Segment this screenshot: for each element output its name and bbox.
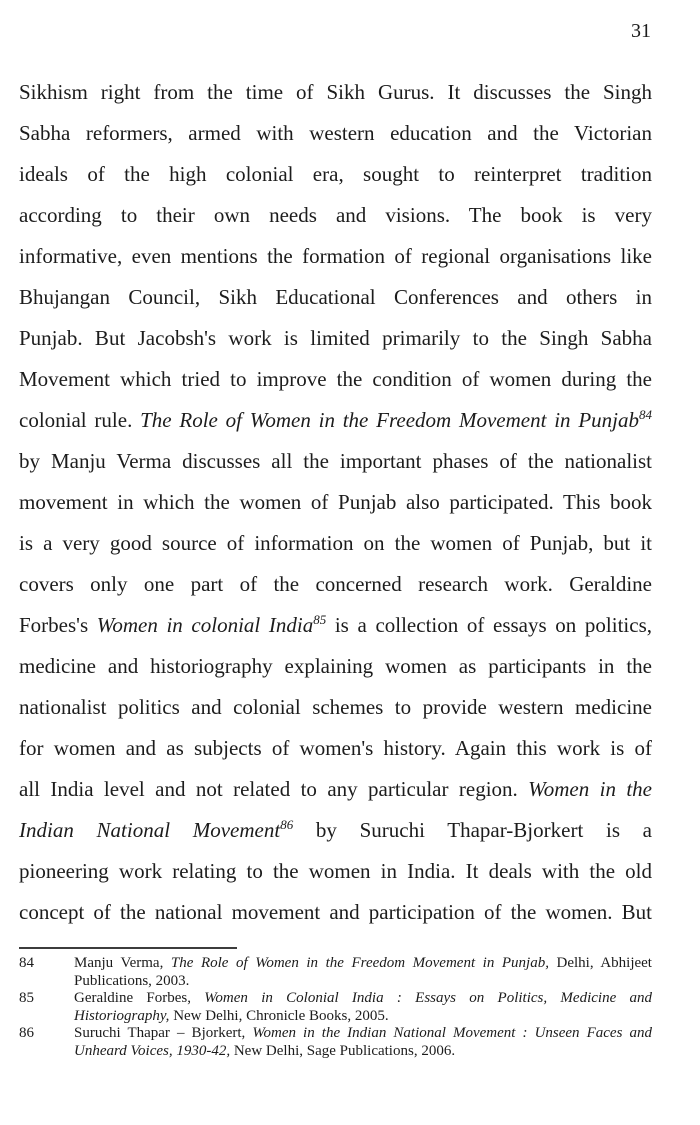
footnote-number: 84 [19,955,34,971]
text-segment: Unheard Voices, 1930-42, [74,1042,231,1059]
text-segment: according to their own needs and visions. The book is very [19,203,652,227]
body-line [19,769,652,810]
text-segment: Sabha reformers, armed with western education and the Victorian [19,121,652,145]
body-line [19,482,652,523]
body-line [19,154,652,195]
footnote-ref: 84 [638,407,652,422]
body-line [19,564,652,605]
footnote-line [74,955,652,973]
footnotes [19,955,652,1060]
body-line [19,892,652,933]
footnote [19,1025,652,1060]
footnote-number: 86 [19,1025,34,1041]
text-segment: pioneering work relating to the women in India. It deals with the old [19,859,652,883]
text-segment: informative, even mentions the formation of regional organisations like [19,244,652,268]
text-segment: medicine and historiography explaining women as participants in the [19,654,652,678]
body-line [19,400,652,441]
text-segment: Publications, 2003. [74,972,190,989]
text-segment: Historiography, [74,1007,170,1024]
text-segment: Sikhism right from the time of Sikh Gurus. It discusses the Singh [19,80,652,104]
text-segment: all India level and not related to any particular region. [19,777,529,801]
footnote-ref: 86 [280,817,294,832]
text-segment: covers only one part of the concerned research work. Geraldine [19,572,652,596]
body-line [19,318,652,359]
text-segment: Women in colonial India [96,613,314,637]
footnote-separator [19,947,237,949]
footnote-number: 85 [19,990,34,1006]
text-segment: Women in Colonial India : Essays on Politics, Medicine and [204,990,653,1006]
footnote-line [74,973,652,991]
body-line [19,359,652,400]
text-segment: Movement which tried to improve the condition of women during the [19,367,652,391]
text-segment: colonial rule. [19,408,141,432]
text-segment: The Role of Women in the Freedom Movement in Punjab [140,408,639,432]
text-segment: Geraldine Forbes, [74,990,205,1006]
text-segment: concept of the national movement and participation of the women. But [19,900,652,924]
body-line [19,646,652,687]
text-segment: by Suruchi Thapar-Bjorkert is a [293,818,653,842]
body-line [19,195,652,236]
body-line [19,605,652,646]
body-text [19,72,652,933]
text-segment: Indian National Movement [19,818,281,842]
body-line [19,728,652,769]
body-line [19,441,652,482]
text-segment: ideals of the high colonial era, sought to reinterpret tradition [19,162,652,186]
footnote-text [74,955,652,990]
footnote-line [74,1008,652,1026]
body-line [19,113,652,154]
body-line [19,687,652,728]
text-segment: Punjab. But Jacobsh's work is limited primarily to the Singh Sabha [19,326,652,350]
footnote-line [74,1025,652,1043]
text-segment: is a very good source of information on the women of Punjab, but it [19,531,652,555]
text-segment: is a collection of essays on politics, [326,613,652,637]
text-segment: New Delhi, Sage Publications, 2006. [230,1042,456,1059]
text-segment: nationalist politics and colonial schemes to provide western medicine [19,695,652,719]
text-segment: Women in the [528,777,652,801]
footnote [19,955,652,990]
body-line [19,851,652,892]
text-segment: Women in the Indian National Movement : Unseen Faces and [252,1025,652,1041]
text-segment: for women and as subjects of women's history. Again this work is of [19,736,652,760]
footnote-text [74,1025,652,1060]
footnote [19,990,652,1025]
text-segment: Delhi, Abhijeet [548,955,652,971]
body-line [19,72,652,113]
body-line [19,523,652,564]
body-line [19,236,652,277]
text-segment: movement in which the women of Punjab also participated. This book [19,490,652,514]
page-number: 31 [631,20,651,42]
text-segment: by Manju Verma discusses all the important phases of the nationalist [19,449,652,473]
body-line [19,810,652,851]
text-segment: New Delhi, Chronicle Books, 2005. [169,1007,389,1024]
text-segment: Bhujangan Council, Sikh Educational Conferences and others in [19,285,652,309]
body-line [19,277,652,318]
footnote-text [74,990,652,1025]
footnote-ref: 85 [313,612,327,627]
text-segment: The Role of Women in the Freedom Movement in Punjab, [170,955,549,971]
footnote-line [74,1043,652,1061]
text-segment: Manju Verma, [74,955,171,971]
text-segment: Forbes's [19,613,97,637]
text-segment: Suruchi Thapar – Bjorkert, [74,1025,253,1041]
footnote-line [74,990,652,1008]
